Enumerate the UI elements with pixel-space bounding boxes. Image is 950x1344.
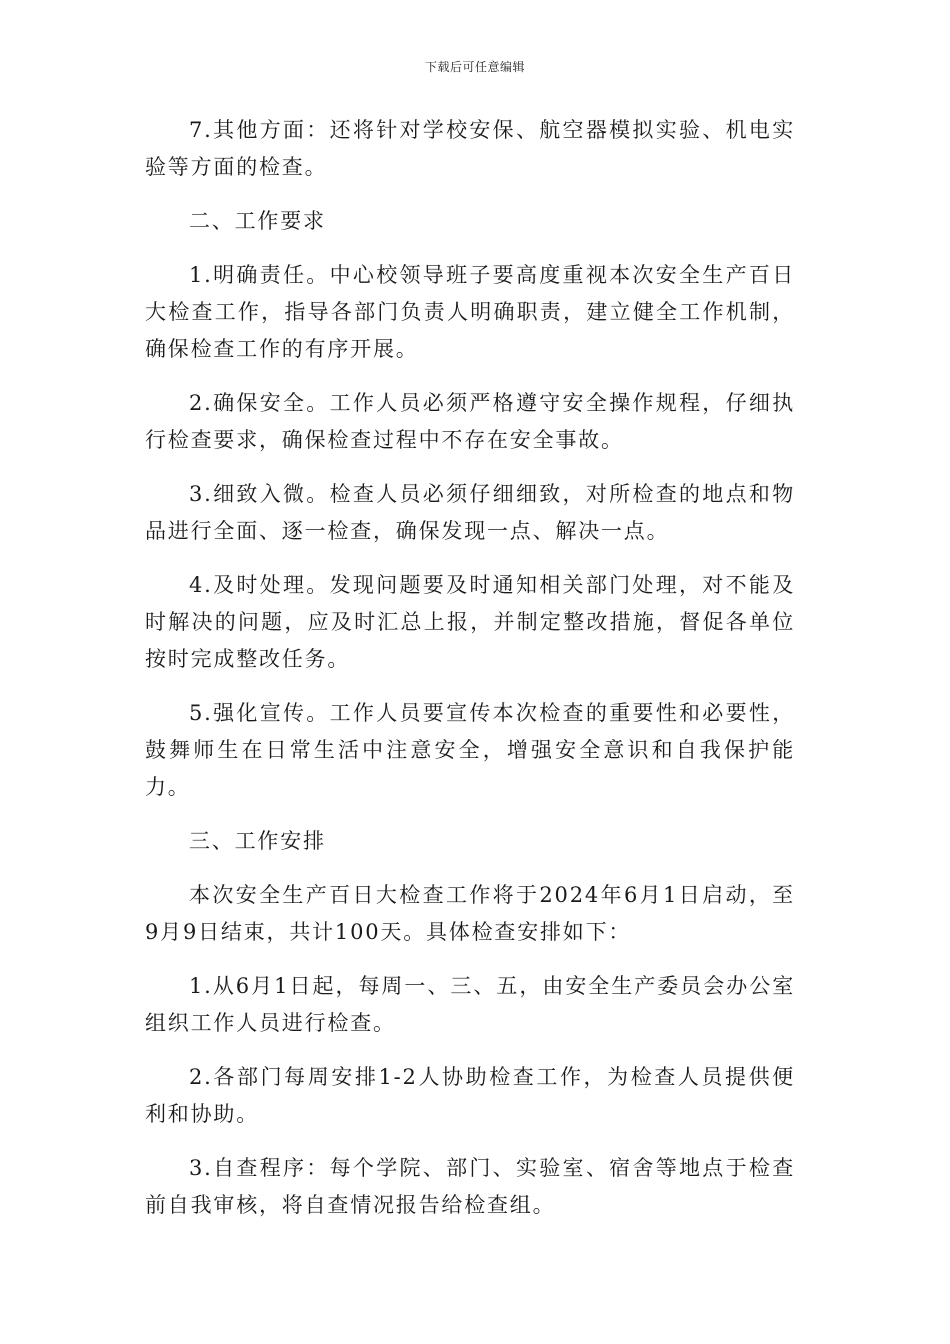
paragraph-ensure-safety: 2.确保安全。工作人员必须严格遵守安全操作规程，仔细执行检查要求，确保检查过程中不存在安全事故。 bbox=[145, 391, 795, 452]
paragraph-schedule-item-3: 3.自查程序：每个学院、部门、实验室、宿舍等地点于检查前自我审核，将自查情况报告给检查组。 bbox=[145, 1156, 795, 1217]
paragraph-schedule-item-1: 1.从6月1日起，每周一、三、五，由安全生产委员会办公室组织工作人员进行检查。 bbox=[145, 974, 795, 1035]
paragraph-schedule-overview: 本次安全生产百日大检查工作将于2024年6月1日启动，至9月9日结束，共计100天。具体检查安排如下： bbox=[145, 883, 795, 944]
paragraph-clear-responsibility: 1.明确责任。中心校领导班子要高度重视本次安全生产百日大检查工作，指导各部门负责人明确职责，建立健全工作机制，确保检查工作的有序开展。 bbox=[145, 263, 795, 361]
paragraph-publicity: 5.强化宣传。工作人员要宣传本次检查的重要性和必要性，鼓舞师生在日常生活中注意安全，增强安全意识和自我保护能力。 bbox=[145, 701, 795, 799]
paragraph-meticulous: 3.细致入微。检查人员必须仔细细致，对所检查的地点和物品进行全面、逐一检查，确保发现一点、解决一点。 bbox=[145, 482, 795, 543]
paragraph-timely-handling: 4.及时处理。发现问题要及时通知相关部门处理，对不能及时解决的问题，应及时汇总上报，并制定整改措施，督促各单位按时完成整改任务。 bbox=[145, 573, 795, 671]
section-heading-work-requirements: 二、工作要求 bbox=[189, 209, 326, 233]
header-note: 下载后可任意编辑 bbox=[424, 60, 525, 74]
paragraph-other-aspects: 7.其他方面：还将针对学校安保、航空器模拟实验、机电实验等方面的检查。 bbox=[145, 118, 795, 179]
document-body bbox=[145, 112, 795, 1241]
paragraph-schedule-item-2: 2.各部门每周安排1-2人协助检查工作，为检查人员提供便利和协助。 bbox=[145, 1065, 795, 1126]
section-heading-work-arrangement: 三、工作安排 bbox=[189, 829, 326, 853]
